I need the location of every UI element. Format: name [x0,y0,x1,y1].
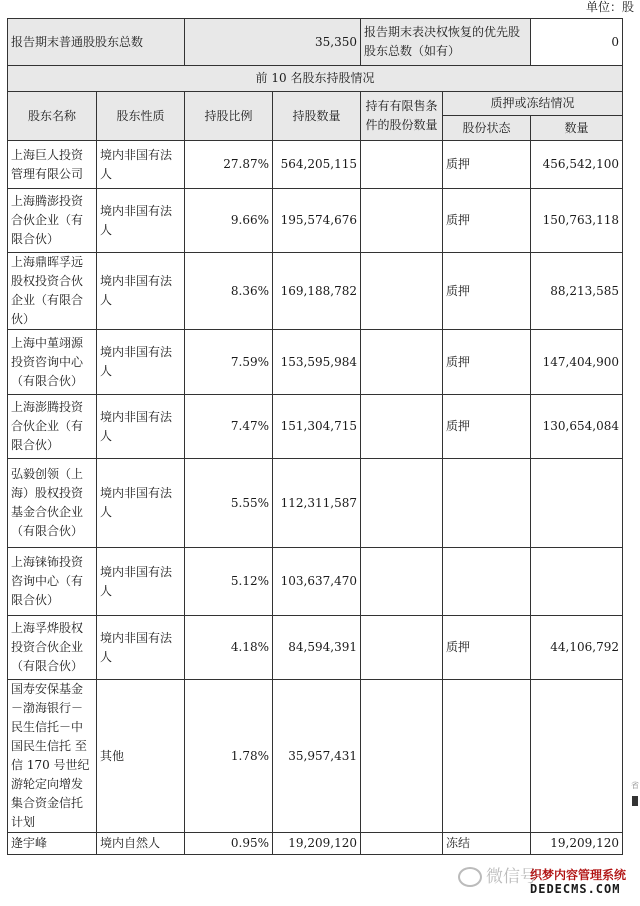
pledge-count [531,548,623,616]
header-ratio: 持股比例 [185,92,273,141]
holding-ratio: 7.47% [185,395,273,459]
table-row [8,189,623,253]
pledge-count: 456,542,100 [531,141,623,189]
table-row [8,141,623,189]
header-status: 股份状态 [443,116,531,141]
holding-qty: 84,594,391 [273,616,361,680]
pledge-count [531,459,623,548]
holding-ratio: 7.59% [185,330,273,395]
table-row [8,548,623,616]
table-row [8,680,623,833]
restricted-qty [361,395,443,459]
table-row [8,253,623,330]
header-restricted: 持有有限售条件的股份数量 [361,92,443,141]
shareholder-nature: 境内自然人 [97,833,185,855]
brand-cn: 织梦内容管理系统 [530,868,627,882]
holding-qty: 169,188,782 [273,253,361,330]
table-row [8,459,623,548]
common-holders-label: 报告期末普通股股东总数 [8,19,185,66]
shareholder-name: 逄宇峰 [8,833,97,855]
holding-ratio: 1.78% [185,680,273,833]
edge-text: 省 [631,781,639,790]
shareholder-name: 上海澎腾投资合伙企业（有限合伙） [8,395,97,459]
share-status: 质押 [443,330,531,395]
pledge-count: 130,654,084 [531,395,623,459]
shareholder-table [7,18,623,855]
holding-qty: 19,209,120 [273,833,361,855]
wechat-icon [458,867,482,887]
shareholder-nature: 境内非国有法人 [97,395,185,459]
summary-row [8,19,623,66]
table-row [8,833,623,855]
shareholder-name: 上海铼钸投资咨询中心（有限合伙） [8,548,97,616]
table-row [8,330,623,395]
share-status: 质押 [443,189,531,253]
shareholder-nature: 境内非国有法人 [97,253,185,330]
share-status [443,680,531,833]
pledge-count: 19,209,120 [531,833,623,855]
holding-qty: 112,311,587 [273,459,361,548]
pledge-count: 147,404,900 [531,330,623,395]
shareholder-name: 国寿安保基金－渤海银行－民生信托－中国民生信托 至信 170 号世纪游轮定向增发集合资金信托计划 [8,680,97,833]
preferred-holders-value: 0 [531,19,623,66]
share-status: 冻结 [443,833,531,855]
header-name: 股东名称 [8,92,97,141]
holding-ratio: 4.18% [185,616,273,680]
shareholder-name: 上海中堇翊源投资咨询中心（有限合伙） [8,330,97,395]
header-count: 数量 [531,116,623,141]
holding-qty: 153,595,984 [273,330,361,395]
shareholder-name: 上海鼎晖孚远股权投资合伙企业（有限合伙） [8,253,97,330]
shareholder-nature: 境内非国有法人 [97,330,185,395]
shareholder-name: 上海巨人投资管理有限公司 [8,141,97,189]
holding-ratio: 5.55% [185,459,273,548]
wechat-watermark [458,862,537,887]
holding-ratio: 0.95% [185,833,273,855]
restricted-qty [361,459,443,548]
restricted-qty [361,189,443,253]
holding-qty: 195,574,676 [273,189,361,253]
share-status: 质押 [443,253,531,330]
wechat-text: 微信号 [486,867,537,887]
holding-qty: 564,205,115 [273,141,361,189]
share-status: 质押 [443,141,531,189]
restricted-qty [361,548,443,616]
restricted-qty [361,330,443,395]
shareholder-nature: 境内非国有法人 [97,616,185,680]
pledge-count: 88,213,585 [531,253,623,330]
holding-ratio: 5.12% [185,548,273,616]
shareholder-name: 上海腾澎投资合伙企业（有限合伙） [8,189,97,253]
holding-ratio: 27.87% [185,141,273,189]
section-title: 前 10 名股东持股情况 [8,66,623,92]
share-status [443,459,531,548]
header-pledge-group: 质押或冻结情况 [443,92,623,116]
brand-en: DEDECMS.COM [530,882,621,896]
header-qty: 持股数量 [273,92,361,141]
shareholder-nature: 其他 [97,680,185,833]
restricted-qty [361,833,443,855]
header-nature: 股东性质 [97,92,185,141]
shareholder-nature: 境内非国有法人 [97,141,185,189]
table-row [8,395,623,459]
shareholder-name: 上海孚烨股权投资合伙企业（有限合伙） [8,616,97,680]
shareholder-nature: 境内非国有法人 [97,459,185,548]
share-status: 质押 [443,616,531,680]
share-status [443,548,531,616]
share-status: 质押 [443,395,531,459]
restricted-qty [361,253,443,330]
shareholder-nature: 境内非国有法人 [97,548,185,616]
restricted-qty [361,616,443,680]
pledge-count: 150,763,118 [531,189,623,253]
pledge-count [531,680,623,833]
table-row [8,616,623,680]
restricted-qty [361,680,443,833]
preferred-holders-label: 报告期末表决权恢复的优先股股东总数（如有） [361,19,531,66]
pledge-count: 44,106,792 [531,616,623,680]
section-title-row [8,66,623,92]
shareholder-nature: 境内非国有法人 [97,189,185,253]
edge-bar [632,796,638,806]
holding-qty: 35,957,431 [273,680,361,833]
holding-ratio: 8.36% [185,253,273,330]
restricted-qty [361,141,443,189]
unit-label: 单位：股 [585,0,634,14]
header-row [8,92,623,116]
holding-ratio: 9.66% [185,189,273,253]
holding-qty: 151,304,715 [273,395,361,459]
holding-qty: 103,637,470 [273,548,361,616]
common-holders-value: 35,350 [185,19,361,66]
shareholder-name: 弘毅创领（上海）股权投资基金合伙企业（有限合伙） [8,459,97,548]
